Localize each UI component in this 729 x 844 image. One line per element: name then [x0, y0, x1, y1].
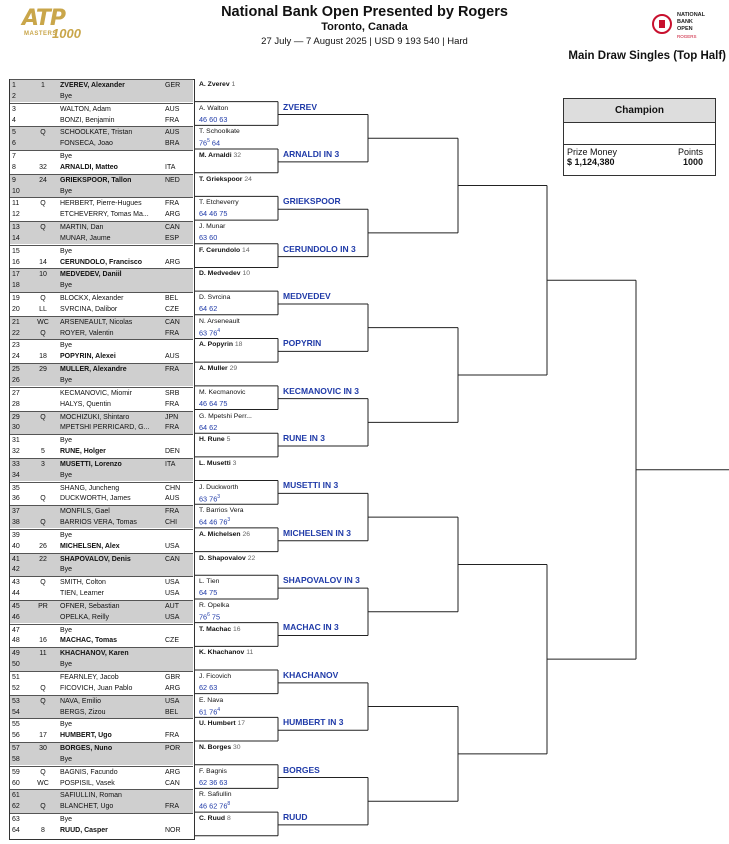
nationality: ESP: [165, 234, 180, 242]
match-score: 63 60: [199, 233, 218, 243]
seed-label: 30: [39, 745, 47, 753]
draw-position: 1: [12, 82, 16, 89]
seed-label: LL: [39, 305, 47, 313]
nationality: AUS: [165, 129, 180, 137]
draw-position: 16: [12, 258, 20, 266]
tournament-location: Toronto, Canada: [321, 21, 408, 33]
nationality: ARG: [165, 684, 181, 692]
player-name: Bye: [60, 247, 73, 255]
player-name: TIEN, Learner: [60, 590, 104, 598]
player-name: Bye: [60, 661, 73, 669]
player-name: MOCHIZUKI, Shintaro: [60, 413, 130, 421]
draw-position: 25: [12, 366, 20, 374]
second-round-player: D. Shapovalov 22: [199, 554, 256, 562]
draw-position: 26: [12, 377, 20, 384]
second-round-player: T. Barrios Vera: [199, 507, 244, 515]
nationality: CZE: [165, 305, 179, 313]
draw-position: 8: [12, 163, 16, 171]
draw-position: 64: [12, 826, 20, 834]
draw-position: 33: [12, 460, 20, 468]
second-round-player: D. Svrcina: [199, 294, 231, 302]
draw-position: 59: [12, 768, 20, 776]
draw-position: 43: [12, 579, 20, 587]
draw-position: 50: [12, 661, 20, 669]
player-name: RUUD, Casper: [60, 826, 108, 834]
nationality: ITA: [165, 163, 176, 171]
nationality: USA: [165, 697, 180, 705]
second-round-player: J. Munar: [199, 223, 226, 231]
seed-label: Q: [40, 329, 46, 337]
second-round-player: T. Schoolkate: [199, 128, 240, 136]
player-name: GRIEKSPOOR, Tallon: [60, 176, 132, 184]
sponsor-logo-text: NATIONAL BANK OPEN: [677, 12, 706, 32]
nationality: FRA: [165, 116, 179, 124]
draw-position: 21: [12, 318, 20, 326]
draw-position: 52: [12, 684, 20, 692]
draw-position: 45: [12, 602, 20, 610]
player-name: MEDVEDEV, Daniil: [60, 271, 122, 279]
player-name: Bye: [60, 377, 73, 384]
third-round-player: BORGES: [283, 764, 320, 775]
draw-position: 17: [12, 271, 20, 279]
third-round-player: CERUNDOLO IN 3: [283, 243, 356, 254]
player-name: NAVA, Emilio: [60, 697, 101, 705]
third-round-player: SHAPOVALOV IN 3: [283, 575, 360, 586]
player-name: RUNE, Holger: [60, 448, 106, 456]
nationality: BEL: [165, 708, 179, 716]
seed-label: 24: [39, 176, 47, 184]
second-round-player: F. Cerundolo 14: [199, 246, 250, 254]
draw-position: 60: [12, 779, 20, 787]
nationality: POR: [165, 745, 181, 753]
seed-label: 14: [39, 258, 47, 266]
player-name: BAGNIS, Facundo: [60, 768, 118, 776]
seed-label: 18: [39, 353, 47, 361]
second-round-player: T. Etcheverry: [199, 199, 239, 207]
draw-position: 61: [12, 792, 20, 800]
draw-position: 28: [12, 400, 20, 408]
match-score: 62 63: [199, 683, 218, 692]
player-name: DUCKWORTH, James: [60, 495, 131, 503]
draw-position: 29: [12, 413, 20, 421]
nationality: USA: [165, 613, 180, 621]
third-round-player: HUMBERT IN 3: [283, 717, 344, 728]
draw-position: 40: [12, 542, 20, 550]
second-round-player: L. Tien: [199, 578, 220, 586]
seed-label: 5: [41, 448, 45, 456]
points-value: 1000: [682, 157, 704, 167]
player-name: SAFIULLIN, Roman: [60, 792, 122, 800]
masters-number-text: 1000: [52, 26, 81, 41]
draw-position: 15: [12, 247, 20, 255]
draw-position: 18: [12, 282, 20, 290]
player-name: FEARNLEY, Jacob: [60, 674, 119, 681]
tournament-title: National Bank Open Presented by Rogers: [221, 4, 508, 20]
second-round-player: J. Ficovich: [199, 673, 232, 680]
seed-label: Q: [40, 413, 46, 421]
player-name: HALYS, Quentin: [60, 400, 111, 408]
draw-position: 38: [12, 519, 20, 527]
match-score: 46 64 75: [199, 398, 228, 408]
draw-position: 12: [12, 211, 20, 219]
draw-position: 47: [12, 626, 20, 634]
nationality: FRA: [165, 508, 179, 516]
nationality: AUS: [165, 105, 180, 113]
prize-money-value: $ 1,124,380: [567, 157, 615, 167]
player-name: SMITH, Colton: [60, 579, 106, 587]
second-round-player: R. Safiullin: [199, 791, 232, 799]
draw-position: 41: [12, 555, 20, 563]
player-name: ARNALDI, Matteo: [60, 163, 118, 171]
seed-label: 10: [39, 271, 47, 279]
draw-position: 19: [12, 295, 20, 303]
draw-position: 49: [12, 650, 20, 658]
draw-position: 36: [12, 495, 20, 503]
draw-position: 20: [12, 305, 20, 313]
draw-position: 22: [12, 329, 20, 337]
second-round-player: K. Khachanov 11: [199, 649, 254, 657]
draw-position: 2: [12, 92, 16, 100]
draw-position: 13: [12, 224, 20, 232]
second-round-player: E. Nava: [199, 696, 224, 704]
champion-label: Champion: [564, 99, 715, 123]
third-round-player: MACHAC IN 3: [283, 622, 339, 633]
player-name: MARTIN, Dan: [60, 224, 104, 232]
nationality: CHN: [165, 484, 181, 492]
nationality: CHI: [165, 519, 178, 527]
draw-position: 27: [12, 389, 20, 397]
nationality: CAN: [165, 779, 180, 787]
nationality: AUT: [165, 602, 179, 610]
seed-label: 26: [39, 542, 47, 550]
draw-position: 3: [12, 105, 16, 113]
second-round-player: G. Mpetshi Perr...: [199, 412, 252, 420]
draw-position: 37: [12, 508, 20, 516]
player-name: MONFILS, Gael: [60, 508, 110, 516]
draw-position: 31: [12, 437, 20, 445]
nationality: CAN: [165, 555, 180, 563]
player-name: Bye: [60, 566, 73, 574]
draw-position: 46: [12, 613, 20, 621]
draw-position: 44: [12, 590, 20, 598]
player-name: BARRIOS VERA, Tomas: [60, 519, 137, 527]
points-label: Points: [678, 147, 704, 157]
second-round-player: H. Rune 5: [199, 436, 231, 444]
seed-label: Q: [40, 684, 46, 692]
third-round-player: RUUD: [283, 811, 308, 822]
third-round-player: GRIEKSPOOR: [283, 196, 341, 207]
player-name: CERUNDOLO, Francisco: [60, 258, 143, 266]
third-round-player: ARNALDI IN 3: [283, 148, 340, 159]
player-name: KECMANOVIC, Miomir: [60, 389, 132, 397]
draw-position: 35: [12, 484, 20, 492]
second-round-player: A. Zverev 1: [199, 81, 236, 88]
seed-label: Q: [40, 224, 46, 232]
draw-position: 9: [12, 176, 16, 184]
third-round-player: KHACHANOV: [283, 669, 339, 680]
seed-label: Q: [40, 495, 46, 503]
tournament-info: 27 July — 7 August 2025 | USD 9 193 540 | Hard: [261, 36, 468, 47]
player-name: SHAPOVALOV, Denis: [60, 555, 131, 563]
seed-label: 32: [39, 163, 47, 171]
draw-position: 6: [12, 140, 16, 148]
match-score: $76^5$ 64: [199, 138, 221, 148]
draw-position: 51: [12, 674, 20, 681]
draw-position: 63: [12, 816, 20, 824]
second-round-player: J. Duckworth: [199, 483, 239, 491]
player-name: BONZI, Benjamin: [60, 116, 115, 124]
match-score: 64 62: [199, 422, 218, 432]
player-name: ETCHEVERRY, Tomas Ma...: [60, 211, 149, 219]
player-name: MPETSHI PERRICARD, G...: [60, 424, 150, 432]
nationality: FRA: [165, 424, 179, 432]
player-name: Bye: [60, 471, 73, 479]
player-name: FONSECA, Joao: [60, 140, 113, 148]
player-name: Bye: [60, 531, 73, 539]
draw-position: 32: [12, 448, 20, 456]
match-score: 46 60 63: [199, 114, 228, 124]
draw-position: 53: [12, 697, 20, 705]
nationality: CAN: [165, 318, 180, 326]
seed-label: PR: [38, 602, 48, 610]
second-round-player: R. Opelka: [199, 601, 230, 609]
nationality: NED: [165, 176, 180, 184]
draw-position: 24: [12, 353, 20, 361]
draw-position: 58: [12, 755, 20, 763]
draw-position: 34: [12, 471, 20, 479]
seed-label: 1: [41, 82, 45, 89]
player-name: Bye: [60, 626, 73, 634]
second-round-player: F. Bagnis: [199, 767, 227, 775]
draw-position: 54: [12, 708, 20, 716]
player-name: POSPISIL, Vasek: [60, 779, 115, 787]
player-name: BLANCHET, Ugo: [60, 803, 114, 811]
nationality: BEL: [165, 295, 179, 303]
draw-position: 39: [12, 531, 20, 539]
nationality: CAN: [165, 224, 180, 232]
nationality: JPN: [165, 413, 179, 421]
seed-label: WC: [37, 318, 49, 326]
player-name: BLOCKX, Alexander: [60, 295, 124, 303]
match-score: 63 $76^3$: [199, 493, 221, 503]
match-score: 64 46 $76^3$: [199, 517, 231, 527]
second-round-player: A. Michelsen 26: [199, 530, 251, 538]
seed-label: Q: [40, 200, 46, 208]
match-score: 64 75: [199, 588, 218, 598]
nationality: FRA: [165, 732, 179, 740]
masters-logo-text: MASTERS: [24, 31, 57, 37]
nationality: USA: [165, 542, 180, 550]
second-round-player: D. Medvedev 10: [199, 270, 251, 278]
seed-label: 29: [39, 366, 47, 374]
match-score: 64 62: [199, 304, 218, 314]
seed-label: Q: [40, 697, 46, 705]
draw-position: 10: [12, 187, 20, 195]
nationality: FRA: [165, 329, 179, 337]
player-name: ARSENEAULT, Nicolas: [60, 318, 133, 326]
third-round-player: MUSETTI IN 3: [283, 480, 339, 491]
third-round-player: MICHELSEN IN 3: [283, 527, 352, 538]
seed-label: 16: [39, 637, 47, 645]
prize-money-label: Prize Money: [567, 147, 618, 157]
draw-position: 11: [12, 200, 20, 208]
player-name: SHANG, Juncheng: [60, 484, 120, 492]
third-round-player: POPYRIN: [283, 338, 322, 349]
player-name: HERBERT, Pierre-Hugues: [60, 200, 142, 208]
seed-label: WC: [37, 779, 49, 787]
nationality: FRA: [165, 366, 179, 374]
nationality: USA: [165, 590, 180, 598]
nationality: SRB: [165, 389, 180, 397]
third-round-player: RUNE IN 3: [283, 433, 326, 444]
second-round-player: C. Ruud 8: [199, 815, 231, 823]
player-name: SCHOOLKATE, Tristan: [60, 129, 133, 137]
player-name: MICHELSEN, Alex: [60, 542, 120, 550]
player-name: MUNAR, Jaume: [60, 234, 111, 242]
player-name: Bye: [60, 92, 73, 100]
player-name: OFNER, Sebastian: [60, 602, 120, 610]
player-name: Bye: [60, 721, 73, 729]
seed-label: Q: [40, 519, 46, 527]
draw-position: 7: [12, 153, 16, 161]
seed-label: Q: [40, 768, 46, 776]
player-name: BORGES, Nuno: [60, 745, 113, 753]
player-name: Bye: [60, 153, 73, 161]
match-score: 62 36 63: [199, 777, 228, 787]
draw-position: 5: [12, 129, 16, 137]
draw-position: 48: [12, 637, 20, 645]
player-name: BERGS, Zizou: [60, 708, 106, 716]
seed-label: Q: [40, 803, 46, 811]
second-round-player: U. Humbert 17: [199, 720, 246, 728]
player-name: MUSETTI, Lorenzo: [60, 460, 122, 468]
match-score: 61 $76^4$: [199, 706, 221, 717]
nationality: AUS: [165, 353, 180, 361]
second-round-player: M. Kecmanovic: [199, 388, 246, 396]
match-score: 63 $76^4$: [199, 327, 221, 338]
draw-position: 62: [12, 803, 20, 811]
third-round-player: MEDVEDEV: [283, 290, 331, 301]
nationality: NOR: [165, 826, 181, 834]
seed-label: 11: [39, 650, 47, 658]
match-score: 46 62 $76^8$: [199, 801, 231, 811]
nationality: ARG: [165, 211, 181, 219]
nationality: ARG: [165, 258, 181, 266]
nationality: FRA: [165, 200, 179, 208]
seed-label: 8: [41, 826, 45, 834]
draw-position: 42: [12, 566, 20, 574]
nationality: DEN: [165, 448, 180, 456]
seed-label: 3: [41, 460, 45, 468]
draw-position: 23: [12, 342, 20, 350]
nationality: GER: [165, 82, 181, 89]
third-round-player: ZVEREV: [283, 101, 318, 112]
draw-position: 57: [12, 745, 20, 753]
second-round-player: T. Machac 16: [199, 625, 241, 633]
player-name: Bye: [60, 282, 73, 290]
match-score: $76^6$ 75: [199, 611, 221, 622]
second-round-player: N. Arseneault: [199, 317, 240, 325]
player-name: Bye: [60, 437, 73, 445]
player-name: KHACHANOV, Karen: [60, 650, 129, 658]
nationality: GBR: [165, 674, 181, 681]
draw-position: 55: [12, 721, 20, 729]
player-name: OPELKA, Reilly: [60, 613, 110, 621]
player-name: ZVEREV, Alexander: [60, 82, 125, 89]
nationality: USA: [165, 579, 180, 587]
atp-logo-text: ATP: [22, 6, 66, 31]
third-round-player: KECMANOVIC IN 3: [283, 385, 360, 396]
player-name: MACHAC, Tomas: [60, 637, 118, 645]
nationality: BRA: [165, 140, 180, 148]
match-score: 64 46 75: [199, 209, 228, 219]
seed-label: Q: [40, 129, 46, 137]
nationality: ARG: [165, 768, 181, 776]
player-name: Bye: [60, 755, 73, 763]
nationality: ITA: [165, 460, 176, 468]
nationality: CZE: [165, 637, 179, 645]
second-round-player: L. Musetti 3: [199, 459, 237, 467]
rogers-logo-text: ROGERS: [677, 34, 697, 39]
seed-label: Q: [40, 295, 46, 303]
draw-position: 30: [12, 424, 20, 432]
draw-position: 4: [12, 116, 16, 124]
player-name: Bye: [60, 816, 73, 824]
player-name: Bye: [60, 187, 73, 195]
seed-label: Q: [40, 579, 46, 587]
player-name: SVRCINA, Dalibor: [60, 305, 118, 313]
player-name: POPYRIN, Alexei: [60, 353, 116, 361]
player-name: Bye: [60, 342, 73, 350]
draw-position: 14: [12, 234, 20, 242]
player-name: MULLER, Alexandre: [60, 366, 127, 374]
player-name: WALTON, Adam: [60, 105, 111, 113]
nationality: FRA: [165, 803, 179, 811]
player-name: FICOVICH, Juan Pablo: [60, 684, 133, 692]
nationality: AUS: [165, 495, 180, 503]
second-round-player: N. Borges 30: [199, 744, 241, 752]
second-round-player: T. Griekspoor 24: [199, 175, 252, 183]
seed-label: 17: [39, 732, 47, 740]
draw-title: Main Draw Singles (Top Half): [568, 50, 726, 62]
second-round-player: A. Popyrin 18: [199, 341, 243, 349]
nationality: FRA: [165, 400, 179, 408]
second-round-player: A. Muller 29: [199, 365, 238, 373]
second-round-player: M. Arnaldi 32: [199, 152, 242, 160]
player-name: ROYER, Valentin: [60, 329, 114, 337]
second-round-player: A. Walton: [199, 104, 229, 112]
player-name: HUMBERT, Ugo: [60, 732, 112, 740]
seed-label: 22: [39, 555, 47, 563]
draw-position: 56: [12, 732, 20, 740]
